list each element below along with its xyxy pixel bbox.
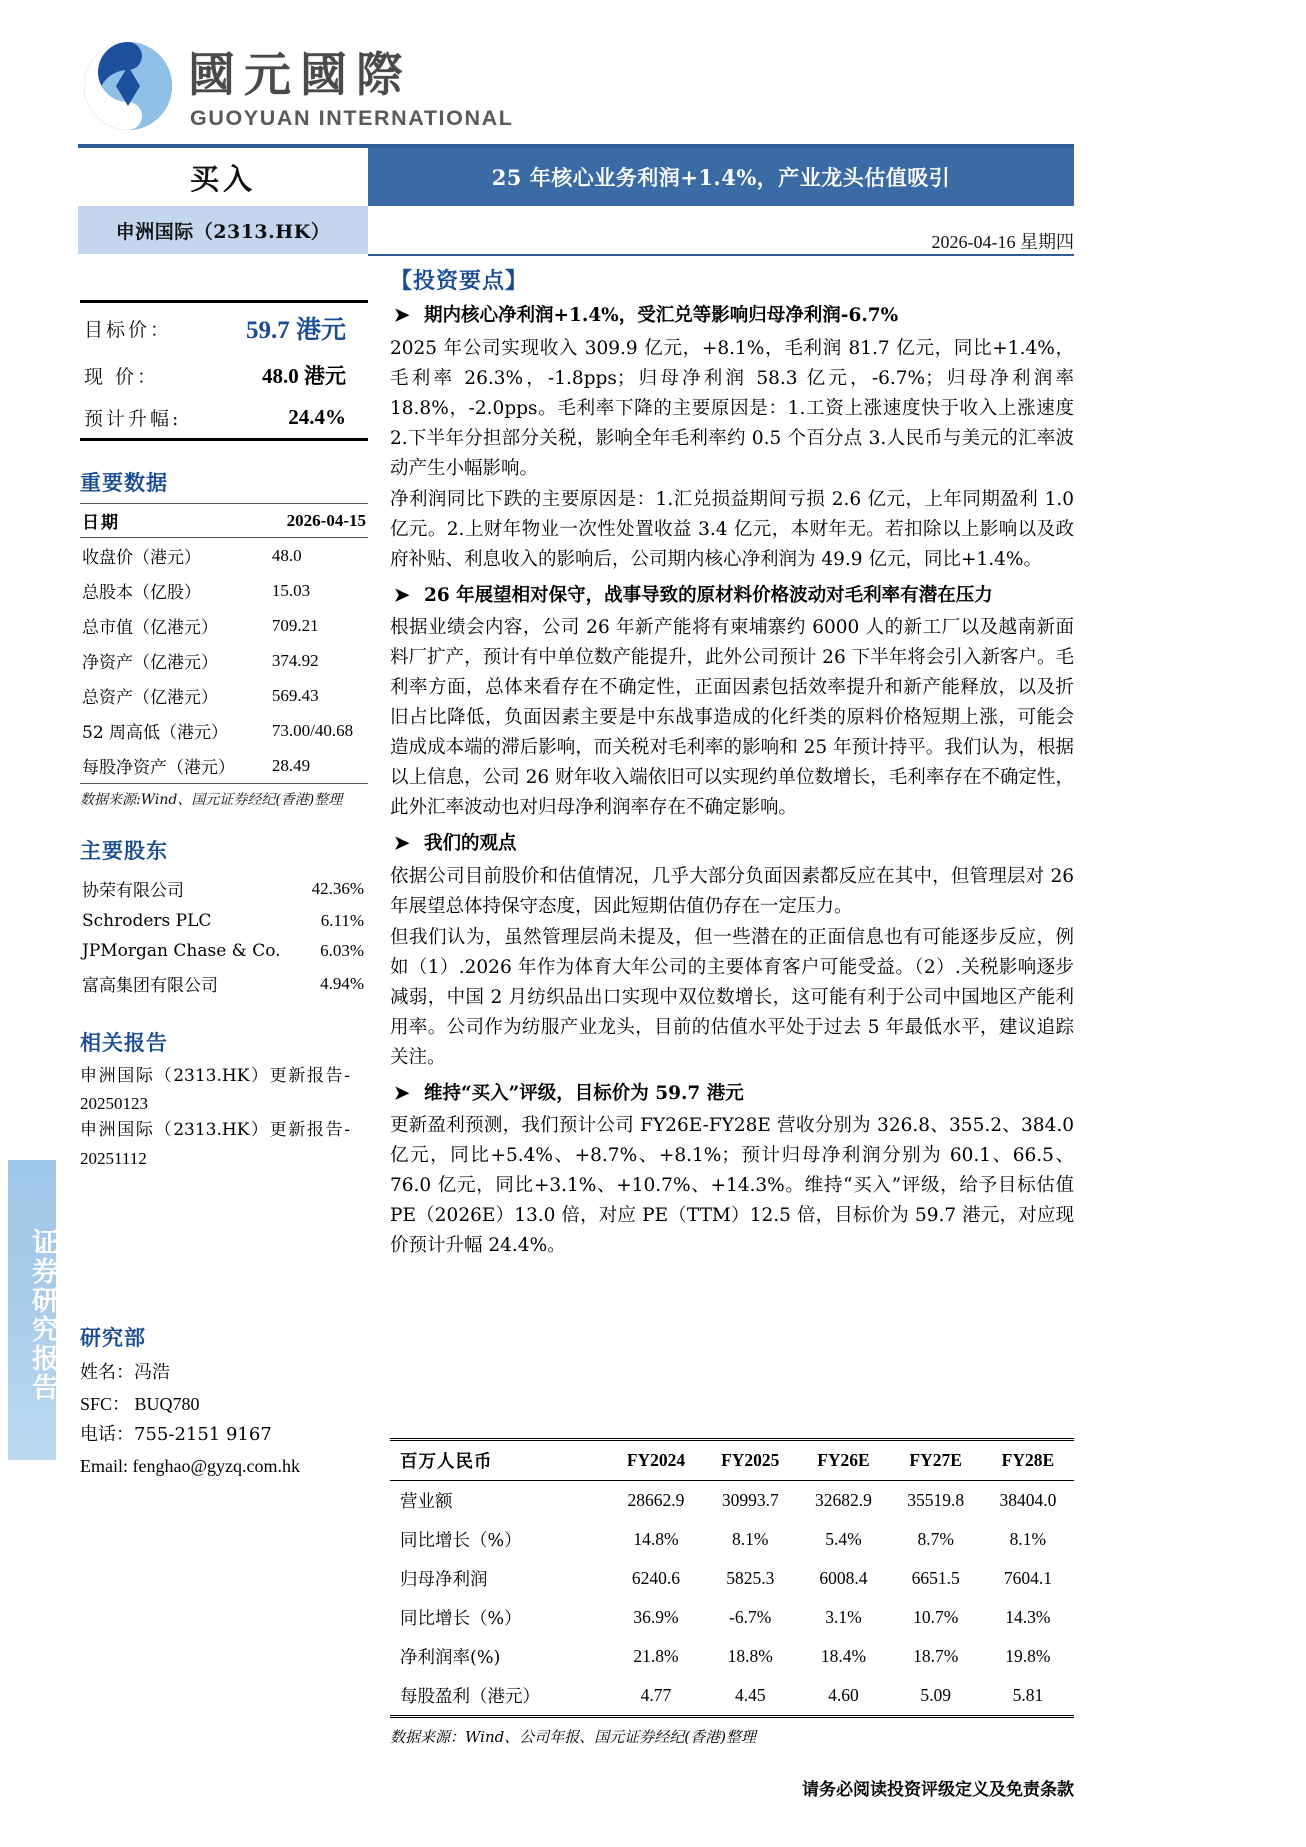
forecast-cell: 5.09 bbox=[920, 1685, 951, 1705]
target-price-value: 59.7 港元 bbox=[245, 317, 346, 344]
forecast-cell: 5825.3 bbox=[726, 1568, 775, 1588]
investment-points-heading: 【投资要点】 bbox=[390, 268, 529, 294]
forecast-cell: 4.77 bbox=[640, 1685, 672, 1705]
related-report-title[interactable]: 申洲国际（2313.HK）更新报告- bbox=[80, 1120, 350, 1141]
forecast-column-header: FY2025 bbox=[703, 1440, 797, 1481]
key-data-header-row bbox=[80, 504, 368, 538]
forecast-cell: 8.7% bbox=[917, 1529, 954, 1549]
analyst-phone: 电话：755-2151 9167 bbox=[80, 1423, 272, 1445]
vertical-spine-label: 证券研究报告 bbox=[27, 1228, 58, 1402]
forecast-column-header: FY27E bbox=[890, 1440, 982, 1481]
bullet-arrow-icon: ➤ bbox=[394, 1082, 410, 1104]
forecast-cell: 19.8% bbox=[1005, 1646, 1051, 1666]
forecast-row-label: 归母净利润 bbox=[400, 1570, 488, 1590]
footer-disclaimer: 请务必阅读投资评级定义及免责条款 bbox=[802, 1780, 1074, 1800]
logo-chinese-name: 國元國際 bbox=[188, 48, 412, 103]
forecast-cell: 18.8% bbox=[727, 1646, 773, 1666]
forecast-cell: 30993.7 bbox=[721, 1490, 779, 1510]
forecast-cell: 18.7% bbox=[913, 1646, 959, 1666]
bullet-arrow-icon: ➤ bbox=[394, 833, 410, 855]
investment-point-bullet-text: 26 年展望相对保守，战事导致的原材料价格波动对毛利率有潜在压力 bbox=[424, 584, 993, 606]
upside-label: 预计升幅: bbox=[84, 408, 182, 430]
forecast-cell: 6651.5 bbox=[911, 1568, 960, 1588]
forecast-cell: -6.7% bbox=[729, 1607, 772, 1627]
header-rule-bottom bbox=[368, 254, 1074, 256]
bullet-arrow-icon: ➤ bbox=[394, 305, 410, 326]
key-data-row-value: 569.43 bbox=[271, 685, 319, 705]
key-data-date-value: 2026-04-15 bbox=[258, 504, 368, 538]
forecast-cell: 14.8% bbox=[633, 1529, 679, 1549]
upside-value: 24.4% bbox=[288, 405, 346, 429]
forecast-cell: 6240.6 bbox=[631, 1568, 681, 1588]
forecast-cell: 28662.9 bbox=[627, 1490, 685, 1510]
key-data-row bbox=[80, 748, 368, 784]
forecast-cell: 7604.1 bbox=[1003, 1568, 1052, 1588]
forecast-row bbox=[390, 1559, 1074, 1598]
forecast-cell: 6008.4 bbox=[819, 1568, 868, 1588]
forecast-cell: 36.9% bbox=[633, 1607, 679, 1627]
key-data-row-value: 374.92 bbox=[271, 650, 319, 670]
key-data-row-label: 净资产（亿港元） bbox=[82, 653, 218, 673]
investment-point-bullet-text: 我们的观点 bbox=[424, 833, 517, 855]
related-reports-list bbox=[80, 1063, 370, 1172]
investment-point-bullet bbox=[390, 1080, 1074, 1108]
forecast-row-label: 营业额 bbox=[400, 1492, 453, 1512]
forecast-row-label: 每股盈利（港元） bbox=[400, 1687, 540, 1707]
investment-point-paragraph: 根据业绩会内容，公司 26 年新产能将有柬埔寨约 6000 人的新工厂以及越南新面料厂扩产，预计有中单位数产能提升，此外公司预计 26 下半年将会引入新客户。毛利率方面，总体来看存在不确定性，正面因素包括效率提升和新产能释放，以及折旧占比降低，负面因素主要是中东战事造成的化纤类的原料价格短期上涨，可能会造成成本端的滞后影响，而关税对毛利率的影响和 25 年预计持平。我们认为，根据以上信息，公司 26 财年收入端依旧可以实现约单位数增长，毛利率存在不确定性，此外汇率波动也对归母净利润率存在不确定影响。 bbox=[390, 617, 1074, 819]
forecast-cell: 5.81 bbox=[1012, 1685, 1044, 1705]
key-data-heading: 重要数据 bbox=[80, 470, 168, 495]
key-data-row-label: 每股净资产（港元） bbox=[80, 748, 258, 784]
shareholder-name: 协荣有限公司 bbox=[82, 881, 184, 901]
current-price-row bbox=[80, 353, 368, 397]
shareholders-table bbox=[80, 871, 368, 1001]
shareholder-row bbox=[80, 906, 368, 936]
shareholders-heading: 主要股东 bbox=[80, 838, 168, 863]
analyst-sfc: SFC： BUQ780 bbox=[80, 1393, 200, 1414]
key-data-row-value: 73.00/40.68 bbox=[271, 720, 354, 740]
forecast-cell: 5.4% bbox=[825, 1529, 862, 1549]
key-data-row-value: 709.21 bbox=[271, 615, 319, 635]
key-data-row-label: 总市值（亿港元） bbox=[82, 618, 218, 638]
target-price-label: 目标价： bbox=[84, 318, 173, 341]
forecast-cell: 38404.0 bbox=[999, 1490, 1057, 1510]
analyst-email: Email: fenghao@gyzq.com.hk bbox=[80, 1455, 301, 1476]
key-data-source: 数据来源:Wind、国元证券经纪(香港)整理 bbox=[80, 792, 343, 808]
left-sidebar bbox=[80, 300, 370, 1482]
bullet-arrow-icon: ➤ bbox=[394, 584, 410, 606]
forecast-source: 数据来源：Wind、公司年报、国元证券经纪(香港)整理 bbox=[390, 1728, 756, 1746]
forecast-cell: 18.4% bbox=[820, 1646, 867, 1666]
rating-label: 买入 bbox=[189, 161, 256, 196]
shareholder-row bbox=[80, 966, 368, 1001]
shareholder-percent: 42.36% bbox=[311, 878, 364, 898]
forecast-row-label: 同比增长（%） bbox=[400, 1609, 522, 1629]
ticker-label: 申洲国际（2313.HK） bbox=[115, 220, 331, 243]
key-data-row bbox=[80, 678, 368, 713]
forecast-cell: 14.3% bbox=[1005, 1607, 1051, 1627]
key-data-date-label: 日期 bbox=[80, 504, 258, 538]
shareholder-name: Schroders PLC bbox=[82, 911, 212, 931]
target-price-row bbox=[80, 302, 368, 354]
report-title: 25 年核心业务利润+1.4%，产业龙头估值吸引 bbox=[491, 165, 951, 190]
main-content bbox=[390, 264, 1074, 1262]
forecast-cell: 3.1% bbox=[825, 1607, 862, 1627]
forecast-table-wrapper bbox=[390, 1438, 1074, 1747]
key-data-table bbox=[80, 503, 368, 784]
forecast-header-row bbox=[390, 1440, 1074, 1481]
related-report-date: 20250123 bbox=[80, 1094, 148, 1114]
investment-point-paragraph: 净利润同比下跌的主要原因是：1.汇兑损益期间亏损 2.6 亿元，上年同期盈利 1.0 亿元。2.上财年物业一次性处置收益 3.4 亿元，本财年无。若扣除以上影响以及政府补贴、利息收入的影响后，公司期内核心净利润为 49.9 亿元，同比+1.4%。 bbox=[390, 488, 1074, 570]
forecast-column-header: FY26E bbox=[797, 1440, 889, 1481]
forecast-cell: 4.60 bbox=[828, 1685, 859, 1705]
forecast-row-label: 同比增长（%） bbox=[400, 1531, 522, 1551]
forecast-row bbox=[390, 1520, 1074, 1559]
key-data-row bbox=[80, 713, 368, 748]
forecast-table bbox=[390, 1438, 1074, 1718]
related-report-date: 20251112 bbox=[80, 1148, 147, 1168]
shareholder-percent: 6.11% bbox=[320, 911, 364, 930]
investment-point-paragraph: 更新盈利预测，我们预计公司 FY26E-FY28E 营收分别为 326.8、355.2、384.0 亿元，同比+5.4%、+8.7%、+8.1%；预计归母净利润分别为 60.1、66.5、76.0 亿元，同比+3.1%、+10.7%、+14.3%。维持“买入”评级，给予目标估值 PE（2026E）13.0 倍，对应 PE（TTM）12.5 倍，目标价为 59.7 港元，对应现价预计升幅 24.4%。 bbox=[390, 1115, 1074, 1257]
forecast-cell: 21.8% bbox=[633, 1646, 679, 1666]
key-data-row-label: 总股本（亿股） bbox=[82, 583, 201, 603]
forecast-row bbox=[390, 1598, 1074, 1637]
logo-mark-icon bbox=[78, 36, 178, 141]
forecast-column-header: FY28E bbox=[982, 1440, 1074, 1481]
forecast-cell: 35519.8 bbox=[907, 1490, 965, 1510]
related-reports-heading: 相关报告 bbox=[80, 1030, 168, 1055]
report-date: 2026-04-16 星期四 bbox=[931, 232, 1074, 252]
forecast-cell: 10.7% bbox=[913, 1607, 959, 1627]
logo-english-name: GUOYUAN INTERNATIONAL bbox=[190, 106, 514, 130]
investment-point-bullet-text: 维持“买入”评级，目标价为 59.7 港元 bbox=[424, 1082, 744, 1104]
current-price-label: 现 价： bbox=[84, 365, 160, 388]
key-data-row-value: 28.49 bbox=[258, 748, 368, 784]
shareholder-percent: 4.94% bbox=[320, 973, 364, 993]
key-data-row-label: 收盘价（港元） bbox=[82, 548, 201, 568]
forecast-body bbox=[390, 1481, 1074, 1717]
shareholder-name: 富高集团有限公司 bbox=[82, 976, 218, 996]
key-data-row bbox=[80, 643, 368, 678]
investment-point-bullet-text: 期内核心净利润+1.4%，受汇兑等影响归母净利润-6.7% bbox=[424, 305, 899, 326]
investment-point-paragraph: 依据公司目前股价和估值情况，几乎大部分负面因素都反应在其中，但管理层对 26 年展望总体持保守态度，因此短期估值仍存在一定压力。 bbox=[390, 865, 1074, 917]
rating-badge bbox=[78, 148, 368, 206]
investment-point-paragraph: 2025 年公司实现收入 309.9 亿元，+8.1%，毛利润 81.7 亿元，同比+1.4%，毛利率 26.3%，-1.8pps；归母净利润 58.3 亿元，-6.7%；归母净利润率 18.8%，-2.0pps。毛利率下降的主要原因是：1.工资上涨速度快于收入上涨速度 2.下半年分担部分关税，影响全年毛利率约 0.5 个百分点 3.人民币与美元的汇率波动产生小幅影响。 bbox=[390, 337, 1074, 479]
forecast-row bbox=[390, 1676, 1074, 1717]
price-summary-table bbox=[80, 300, 368, 441]
forecast-column-header: FY2024 bbox=[609, 1440, 703, 1481]
forecast-cell: 8.1% bbox=[1009, 1529, 1047, 1549]
key-data-row bbox=[80, 573, 368, 608]
forecast-row-label: 净利润率(%) bbox=[400, 1648, 501, 1668]
key-data-row bbox=[80, 608, 368, 643]
ticker-badge bbox=[78, 206, 368, 254]
key-data-row-label: 52 周高低（港元） bbox=[82, 723, 229, 743]
key-data-row-value: 15.03 bbox=[271, 580, 311, 600]
forecast-cell: 4.45 bbox=[734, 1685, 766, 1705]
key-data-row-label: 总资产（亿港元） bbox=[82, 688, 218, 708]
company-logo bbox=[78, 34, 514, 136]
related-report-title[interactable]: 申洲国际（2313.HK）更新报告- bbox=[80, 1066, 350, 1086]
current-price-value: 48.0 港元 bbox=[262, 364, 346, 388]
shareholder-row bbox=[80, 871, 368, 906]
shareholder-row bbox=[80, 936, 368, 966]
key-data-row-value: 48.0 bbox=[271, 545, 302, 565]
forecast-cell: 8.1% bbox=[732, 1529, 769, 1549]
forecast-cell: 32682.9 bbox=[815, 1490, 872, 1510]
investment-points-body bbox=[390, 302, 1074, 1261]
forecast-row bbox=[390, 1637, 1074, 1676]
investment-point-bullet bbox=[390, 302, 1074, 330]
forecast-row bbox=[390, 1481, 1074, 1521]
analyst-name: 姓名：冯浩 bbox=[80, 1361, 170, 1383]
key-data-row bbox=[80, 538, 368, 574]
forecast-column-header: 百万人民币 bbox=[390, 1440, 609, 1481]
investment-point-bullet bbox=[390, 830, 1074, 858]
research-dept-heading: 研究部 bbox=[80, 1324, 146, 1350]
shareholder-name: JPMorgan Chase & Co. bbox=[82, 941, 281, 961]
shareholders-body bbox=[80, 871, 368, 1001]
key-data-body bbox=[80, 538, 368, 784]
investment-point-bullet bbox=[390, 582, 1074, 610]
report-title-banner bbox=[368, 148, 1074, 206]
investment-point-paragraph: 但我们认为，虽然管理层尚未提及，但一些潜在的正面信息也有可能逐步反应，例如（1）.2026 年作为体育大年公司的主要体育客户可能受益。（2）.关税影响逐步减弱，中国 2 月纺织品出口实现中双位数增长，这可能有利于公司中国地区产能利用率。公司作为纺服产业龙头，目前的估值水平处于过去 5 年最低水平，建议追踪关注。 bbox=[390, 926, 1074, 1068]
upside-row bbox=[80, 397, 368, 440]
shareholder-percent: 6.03% bbox=[320, 941, 364, 960]
